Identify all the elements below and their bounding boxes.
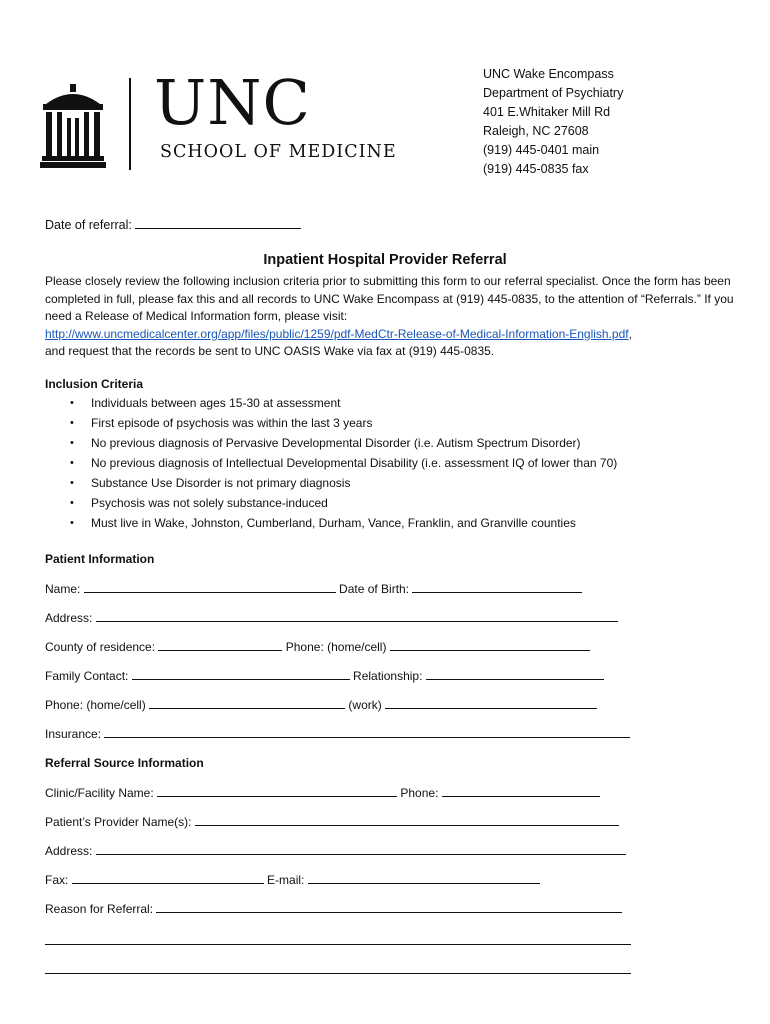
date-of-referral-label: Date of referral:	[45, 218, 132, 232]
bullet-icon: •	[70, 457, 74, 469]
bullet-icon: •	[70, 477, 74, 489]
insurance-row	[45, 726, 630, 741]
criteria-text: Individuals between ages 15-30 at assessment	[91, 396, 341, 410]
reason-label: Reason for Referral:	[45, 902, 154, 916]
patient-address-row	[45, 610, 618, 625]
patient-information-heading: Patient Information	[45, 552, 155, 566]
family-contact-field[interactable]	[132, 668, 350, 680]
name-label: Name:	[45, 582, 81, 596]
family-contact-label: Family Contact:	[45, 669, 129, 683]
list-item	[70, 454, 617, 474]
work-label: (work)	[348, 698, 382, 712]
address-label: Address:	[45, 611, 93, 625]
clinic-phone-field[interactable]	[442, 785, 600, 797]
fax-label: Fax:	[45, 873, 69, 887]
contact-address-block	[483, 65, 623, 179]
intro-comma: ,	[628, 326, 632, 341]
fax-email-row	[45, 872, 540, 887]
clinic-field[interactable]	[157, 785, 397, 797]
clinic-label: Clinic/Facility Name:	[45, 786, 154, 800]
list-item	[70, 394, 617, 414]
reason-continuation-line[interactable]	[45, 973, 631, 974]
bullet-icon: •	[70, 397, 74, 409]
family-contact-row	[45, 668, 604, 683]
referral-address-field[interactable]	[96, 843, 626, 855]
criteria-text: Psychosis was not solely substance-induced	[91, 496, 328, 510]
county-field[interactable]	[158, 639, 282, 651]
referral-source-heading: Referral Source Information	[45, 756, 204, 770]
criteria-text: No previous diagnosis of Pervasive Developmental Disorder (i.e. Autism Spectrum Disorder)	[91, 436, 581, 450]
criteria-text: Must live in Wake, Johnston, Cumberland, Durham, Vance, Franklin, and Granville counties	[91, 516, 576, 530]
address-line: UNC Wake Encompass	[483, 67, 614, 81]
bullet-icon: •	[70, 437, 74, 449]
bullet-icon: •	[70, 497, 74, 509]
list-item	[70, 434, 617, 454]
work-phone-field[interactable]	[385, 697, 597, 709]
address-line: 401 E.Whitaker Mill Rd	[483, 105, 611, 119]
form-title: Inpatient Hospital Provider Referral	[263, 252, 507, 268]
date-of-referral-field[interactable]	[135, 217, 301, 229]
criteria-text: No previous diagnosis of Intellectual Developmental Disability (i.e. assessment IQ of lower than 70)	[91, 456, 618, 470]
patient-name-row	[45, 581, 582, 596]
bullet-icon: •	[70, 517, 74, 529]
date-of-referral-row	[45, 217, 301, 232]
relationship-label: Relationship:	[353, 669, 423, 683]
logo-divider	[129, 78, 131, 170]
inclusion-criteria-heading: Inclusion Criteria	[45, 377, 144, 391]
inclusion-criteria-list	[70, 394, 617, 534]
logo-wordmark: UNC	[154, 66, 311, 139]
patient-phone-field[interactable]	[390, 639, 590, 651]
county-phone-row	[45, 639, 590, 654]
insurance-label: Insurance:	[45, 727, 102, 741]
release-form-link[interactable]: http://www.uncmedicalcenter.org/app/files/public/1259/pdf-MedCtr-Release-of-Medical-Information-English.pdf	[45, 326, 629, 341]
relationship-field[interactable]	[426, 668, 604, 680]
list-item	[70, 514, 617, 534]
family-phone-field[interactable]	[149, 697, 345, 709]
insurance-field[interactable]	[104, 726, 630, 738]
bullet-icon: •	[70, 417, 74, 429]
address-line: Department of Psychiatry	[483, 86, 624, 100]
reason-continuation-line[interactable]	[45, 944, 631, 945]
logo-subtitle: SCHOOL OF MEDICINE	[160, 142, 397, 162]
dob-field[interactable]	[412, 581, 582, 593]
list-item	[70, 474, 617, 494]
email-field[interactable]	[308, 872, 540, 884]
referral-address-row	[45, 843, 626, 858]
reason-field[interactable]	[156, 901, 622, 913]
patient-address-field[interactable]	[96, 610, 618, 622]
address-line: (919) 445-0835 fax	[483, 162, 589, 176]
address-line: (919) 445-0401 main	[483, 143, 600, 157]
intro-text: Please closely review the following inclusion criteria prior to submitting this form to our referral specialist. Once the form has been completed in full, please fax this and all records to UNC Wake Encompass at (919) 445-0835, to the attention of “Referrals.” If you need a Release of Medical Information form, please visit:	[45, 274, 734, 323]
intro-paragraph	[45, 273, 735, 361]
reason-row	[45, 901, 622, 916]
intro-text-end: and request that the records be sent to UNC OASIS Wake via fax at (919) 445-0835.	[45, 344, 495, 358]
referral-address-label: Address:	[45, 844, 93, 858]
criteria-text: First episode of psychosis was within the last 3 years	[91, 416, 373, 430]
provider-label: Patient’s Provider Name(s):	[45, 815, 192, 829]
unc-school-of-medicine-logo	[40, 66, 440, 178]
patient-name-field[interactable]	[84, 581, 336, 593]
dob-label: Date of Birth:	[339, 582, 410, 596]
email-label: E-mail:	[267, 873, 305, 887]
county-label: County of residence:	[45, 640, 156, 654]
provider-row	[45, 814, 619, 829]
clinic-phone-label: Phone:	[400, 786, 439, 800]
provider-field[interactable]	[195, 814, 619, 826]
clinic-row	[45, 785, 600, 800]
family-phone-label: Phone: (home/cell)	[45, 698, 146, 712]
family-phone-row	[45, 697, 597, 712]
old-well-icon	[40, 82, 106, 168]
address-line: Raleigh, NC 27608	[483, 124, 589, 138]
fax-field[interactable]	[72, 872, 264, 884]
list-item	[70, 494, 617, 514]
criteria-text: Substance Use Disorder is not primary diagnosis	[91, 476, 351, 490]
list-item	[70, 414, 617, 434]
phone-label: Phone: (home/cell)	[285, 640, 387, 654]
